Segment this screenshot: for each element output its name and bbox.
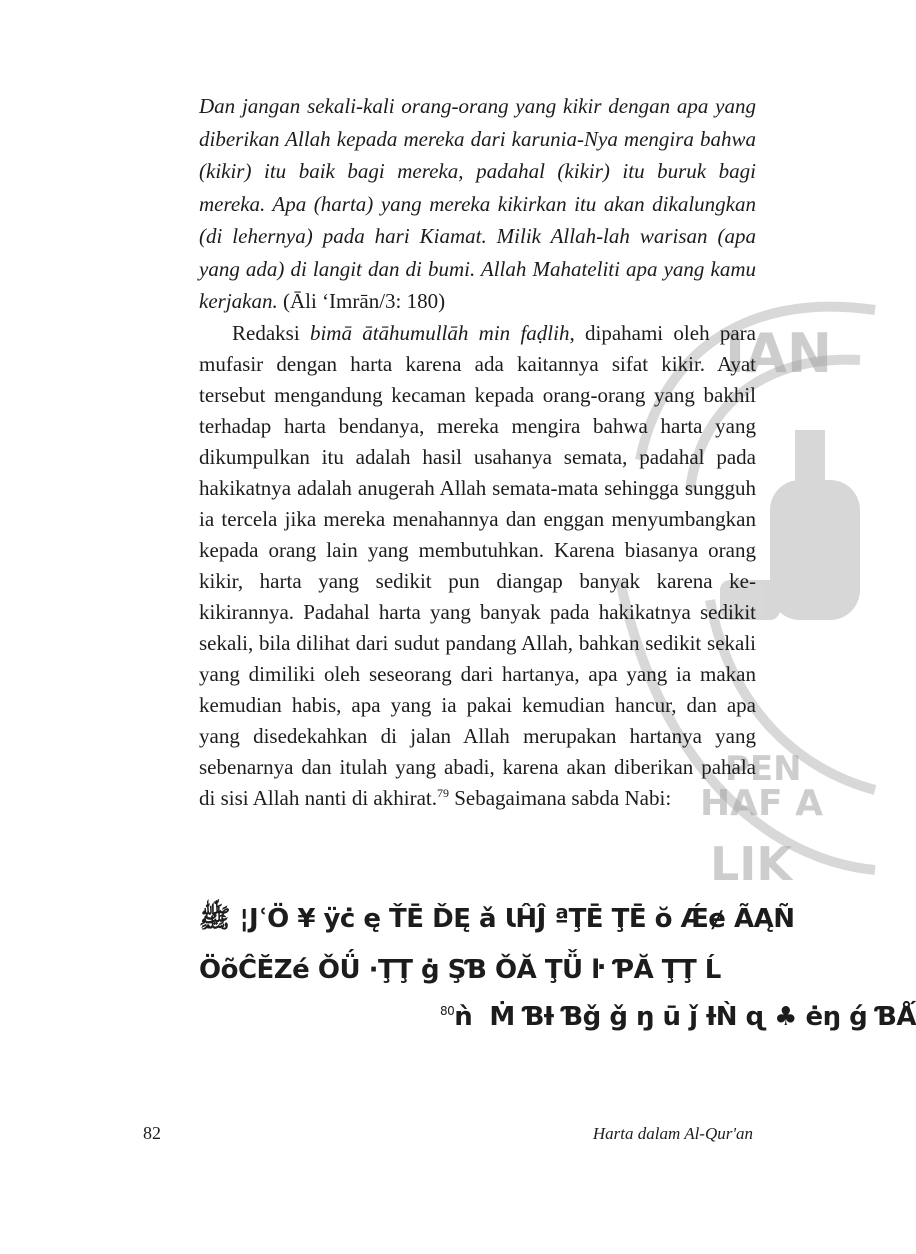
svg-text:PEN: PEN [725, 749, 802, 789]
page-number: 82 [143, 1123, 161, 1143]
hadith-line-3 [440, 1002, 916, 1032]
body-paragraph [199, 318, 756, 814]
hadith-line-2: ÖõĈ‌ĔZé ǑǗ ·ŢŢ ġ ŞƁ ǑĂ ŢǙ ŀ ƤĂ ŢŢ Ĺ [199, 955, 721, 985]
footnote-marker-80: 80 [440, 1004, 455, 1018]
arabic-term-transliteration: bimā ātāhumullāh min faḍlih [309, 321, 570, 345]
footnote-marker-79: 79 [436, 786, 449, 800]
svg-text:IAN: IAN [725, 322, 833, 385]
paragraph-lead: Redaksi [232, 321, 300, 345]
quote-text: Dan jangan sekali-kali orang-orang yang kikir dengan apa yang diberikan Allah kepada mereka dari karunia-Nya mengira bahwa (kikir) itu baik bagi mereka, padahal (kikir) itu buruk bagi mereka. Apa (harta) yang mereka kikirkan itu akan dikalungkan (di lehernya) pada hari Kiamat. Milik Allah-lah warisan (apa yang ada) di langit dan di bumi. Allah Mahateliti apa yang kamu kerjakan. [199, 94, 756, 313]
paragraph-text: , dipahami oleh para mufasir dengan harta karena ada kaitannya sifat kikir. Ayat tersebut mengandung kecaman kepada orang-orang yang bakhil terhadap harta bendanya, mereka mengira bahwa harta yang dikumpulkan itu adalah hasil usahanya semata, padahal pada hakikatnya adalah anugerah Allah semata-mata sehingga sungguh ia tercela jika mereka menahannya dan enggan menyumbangkan kepada orang lain yang membutuhkan. Karena biasanya orang kikir, harta yang sedikit pun diangap banyak karena ke-kikirannya. Padahal harta yang banyak pada hakikatnya sedikit sekali, bila dilihat dari sudut pandang Allah, bahkan sedikit sekali yang dimiliki oleh seseorang dari hartanya, apa yang ia makan kemudian habis, apa yang ia pakai kemudian hancur, dan apa yang disedekahkan di jalan Allah merupakan hartanya yang sebenarnya dan itulah yang abadi, karena akan diberikan pahala di sisi Allah nanti di akhirat. [199, 321, 756, 810]
hadith-line-1: ﷺ ¦Jʿ‌Ö ¥ ‌ÿċ ę ŤĒ ĎĘ ǎ ƖĤ‌Ĵ ªŢĒ ŢĒ ŏ Ǽɇ ÃĄÑ [199, 904, 795, 934]
paragraph-tail: Sebagaimana sabda Nabi: [448, 786, 672, 810]
running-title: Harta dalam Al-Qur'an [592, 1124, 753, 1143]
quote-reference: (Āli ‘Imrān/3: 180) [282, 289, 446, 313]
hadith-line-3-text: ǹ ‌ Ṁ ƁƗ Ɓǧ ǧ ŋ ū ǰ ƗǸ ɋ ♣ ėŋ ǵ ƁǺ [454, 1002, 916, 1032]
svg-text:LIK: LIK [710, 837, 793, 891]
quran-translation-quote [199, 90, 756, 318]
svg-text:HAF A: HAF A [700, 783, 823, 824]
